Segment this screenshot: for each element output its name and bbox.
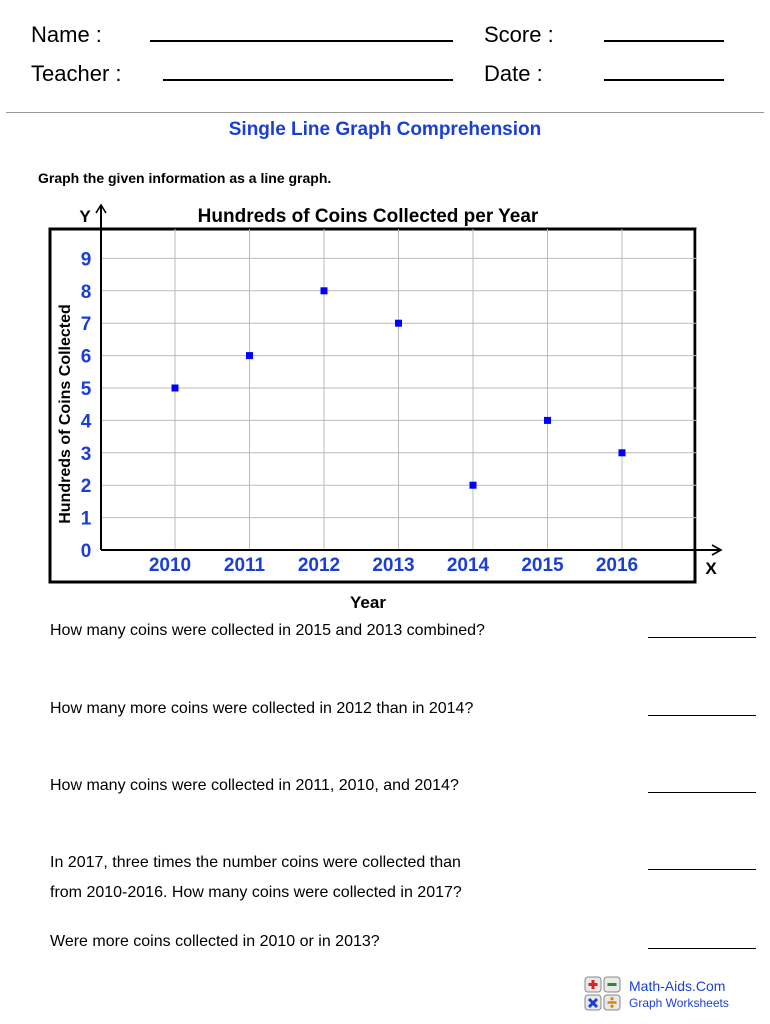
x-tick-label: 2015 bbox=[521, 555, 564, 576]
y-tick-label: 8 bbox=[80, 281, 92, 303]
x-axis-label: Year bbox=[350, 593, 386, 612]
question-line: In 2017, three times the number coins were collected than bbox=[50, 854, 461, 871]
footer-brand[interactable]: Math-Aids.Com bbox=[629, 978, 726, 994]
score-label: Score : bbox=[484, 22, 554, 47]
data-point bbox=[395, 320, 402, 327]
x-tick-label: 2014 bbox=[446, 555, 490, 576]
question-text bbox=[50, 694, 473, 724]
answer-blank[interactable] bbox=[648, 637, 756, 638]
data-point bbox=[172, 385, 179, 392]
x-tick-label: 2016 bbox=[595, 555, 639, 576]
y-axis-letter: Y bbox=[79, 207, 91, 226]
y-tick-label: 4 bbox=[80, 411, 92, 433]
y-axis-label: Hundreds of Coins Collected bbox=[57, 304, 74, 524]
question-line: Were more coins collected in 2010 or in 2013? bbox=[50, 933, 380, 950]
data-point bbox=[544, 417, 551, 424]
question-text bbox=[50, 927, 380, 957]
y-tick-label: 7 bbox=[80, 314, 92, 336]
question-text bbox=[50, 616, 485, 646]
x-tick-label: 2012 bbox=[297, 555, 341, 576]
question-text bbox=[50, 771, 459, 801]
chart-frame bbox=[50, 229, 695, 582]
x-tick-label: 2010 bbox=[148, 555, 192, 576]
y-tick-label: 1 bbox=[80, 508, 92, 530]
footer-subtitle: Graph Worksheets bbox=[629, 996, 729, 1010]
x-axis-letter: X bbox=[705, 559, 717, 578]
x-tick-label: 2011 bbox=[223, 555, 266, 576]
y-tick-label: 9 bbox=[80, 249, 92, 271]
data-point bbox=[321, 287, 328, 294]
footer-branding bbox=[629, 978, 729, 1010]
worksheet-title: Single Line Graph Comprehension bbox=[228, 119, 542, 140]
answer-blank[interactable] bbox=[648, 869, 756, 870]
answer-blank[interactable] bbox=[648, 715, 756, 716]
math-aids-logo-icon bbox=[584, 976, 624, 1012]
y-tick-label: 3 bbox=[80, 443, 92, 465]
y-tick-label: 6 bbox=[80, 346, 92, 368]
answer-blank[interactable] bbox=[648, 948, 756, 949]
data-point bbox=[470, 482, 477, 489]
instructions: Graph the given information as a line graph. bbox=[38, 170, 332, 186]
y-tick-label: 5 bbox=[80, 379, 92, 400]
question-line: How many coins were collected in 2015 and 2013 combined? bbox=[50, 622, 485, 639]
y-tick-label: 0 bbox=[80, 541, 92, 562]
data-point bbox=[246, 352, 253, 359]
question-line: from 2010-2016. How many coins were collected in 2017? bbox=[50, 884, 462, 901]
teacher-label: Teacher : bbox=[31, 61, 122, 86]
data-point bbox=[619, 449, 626, 456]
chart-title: Hundreds of Coins Collected per Year bbox=[197, 206, 539, 227]
name-label: Name : bbox=[31, 22, 102, 47]
x-tick-label: 2013 bbox=[372, 555, 415, 576]
answer-blank[interactable] bbox=[648, 792, 756, 793]
question-line: How many coins were collected in 2011, 2010, and 2014? bbox=[50, 777, 459, 794]
y-tick-label: 2 bbox=[80, 476, 92, 498]
question-text bbox=[50, 848, 462, 908]
date-label: Date : bbox=[484, 61, 543, 86]
question-line: How many more coins were collected in 2012 than in 2014? bbox=[50, 700, 474, 717]
